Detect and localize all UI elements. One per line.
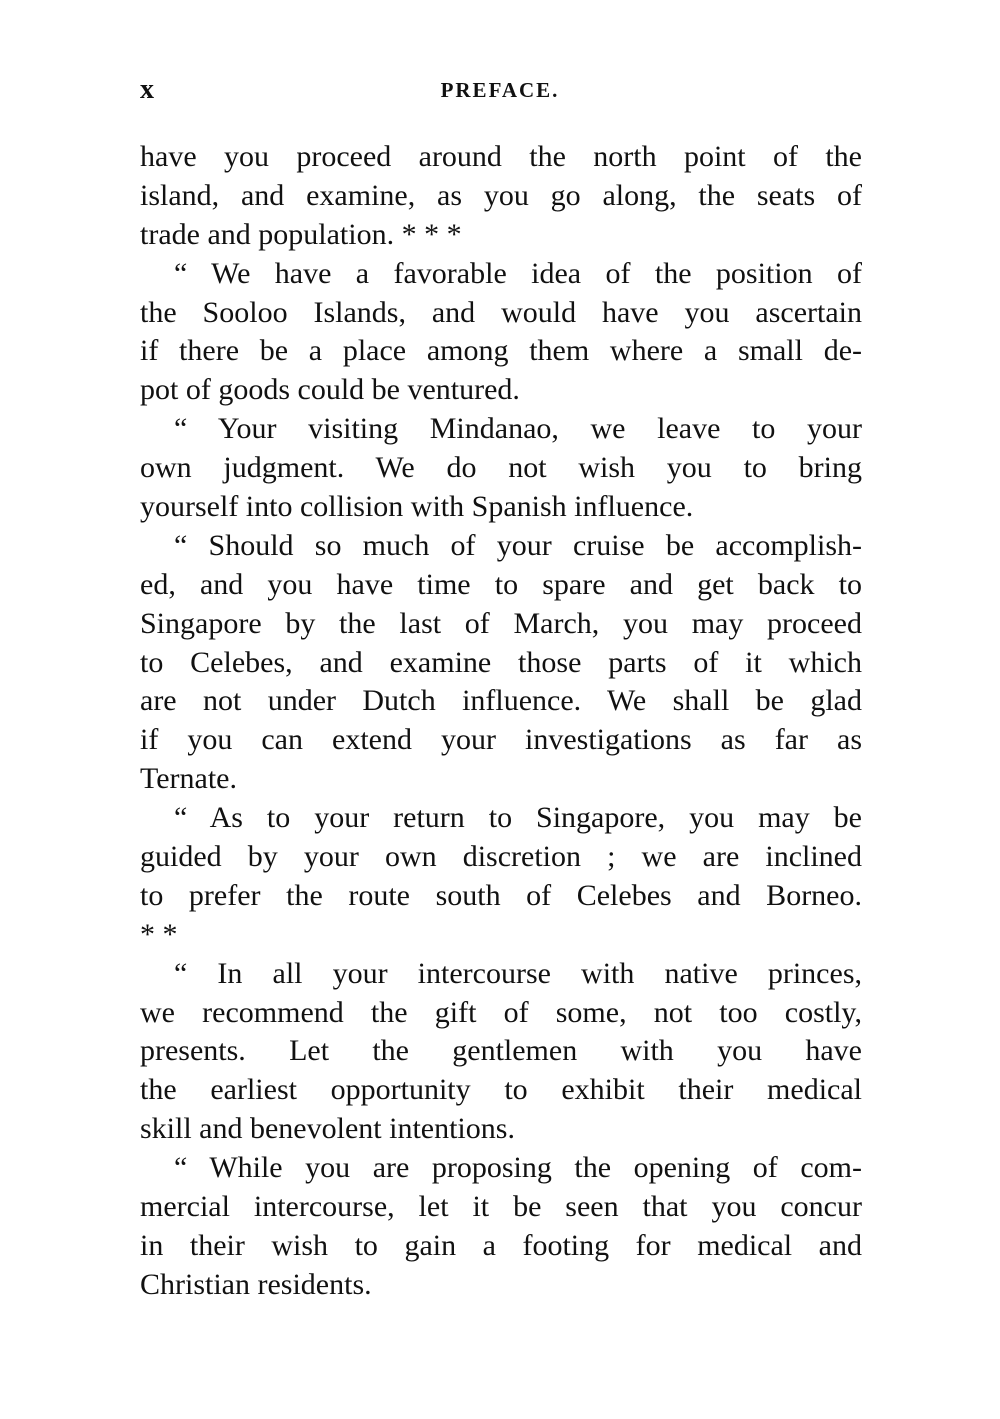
text-line: we recommend the gift of some, not too costly,	[140, 995, 862, 1029]
text-line: to prefer the route south of Celebes and Borneo.	[140, 878, 862, 912]
text-line: have you proceed around the north point of the	[140, 140, 862, 173]
text-line: Ternate.	[140, 762, 238, 796]
paragraph	[140, 527, 862, 799]
paragraph	[140, 255, 862, 411]
text-line: pot of goods could be ventured.	[140, 373, 520, 407]
text-line: ed, and you have time to spare and get back to	[140, 567, 862, 601]
paragraph	[140, 138, 862, 255]
text-line: presents. Let the gentlemen with you have	[140, 1034, 862, 1068]
text-line: own judgment. We do not wish you to bring	[140, 451, 862, 485]
body-text	[140, 138, 862, 1305]
paragraph	[140, 799, 862, 955]
text-line: if there be a place among them where a small de-	[140, 334, 862, 368]
text-line: skill and benevolent intentions.	[140, 1112, 515, 1146]
text-line: Singapore by the last of March, you may proceed	[140, 606, 862, 640]
text-line: trade and population. * * *	[140, 217, 462, 251]
paragraph	[140, 1149, 862, 1305]
running-title: PREFACE.	[440, 78, 560, 102]
text-line: “ Your visiting Mindanao, we leave to your	[174, 412, 862, 446]
page-number: x	[140, 74, 154, 105]
text-line: “ Should so much of your cruise be accomplish-	[174, 528, 862, 562]
text-line: Christian residents.	[140, 1267, 372, 1301]
text-line: are not under Dutch influence. We shall be glad	[140, 684, 862, 718]
text-line: “ We have a favorable idea of the position of	[174, 256, 862, 290]
text-line: * *	[140, 917, 178, 951]
text-line: if you can extend your investigations as far as	[140, 723, 862, 757]
text-line: “ In all your intercourse with native princes,	[174, 956, 862, 990]
text-line: in their wish to gain a footing for medical and	[140, 1228, 862, 1262]
text-line: mercial intercourse, let it be seen that you concur	[140, 1190, 862, 1224]
text-line: “ While you are proposing the opening of com-	[174, 1151, 862, 1185]
text-line: the Sooloo Islands, and would have you ascertain	[140, 295, 862, 329]
text-line: guided by your own discretion ; we are inclined	[140, 840, 862, 874]
text-line: “ As to your return to Singapore, you may be	[174, 801, 862, 835]
paragraph	[140, 410, 862, 527]
text-line: island, and examine, as you go along, the seats of	[140, 178, 862, 212]
paragraph	[140, 955, 862, 1149]
text-line: the earliest opportunity to exhibit their medical	[140, 1073, 862, 1107]
text-line: to Celebes, and examine those parts of it which	[140, 645, 862, 679]
page-header	[140, 72, 860, 112]
text-line: yourself into collision with Spanish influence.	[140, 490, 694, 524]
